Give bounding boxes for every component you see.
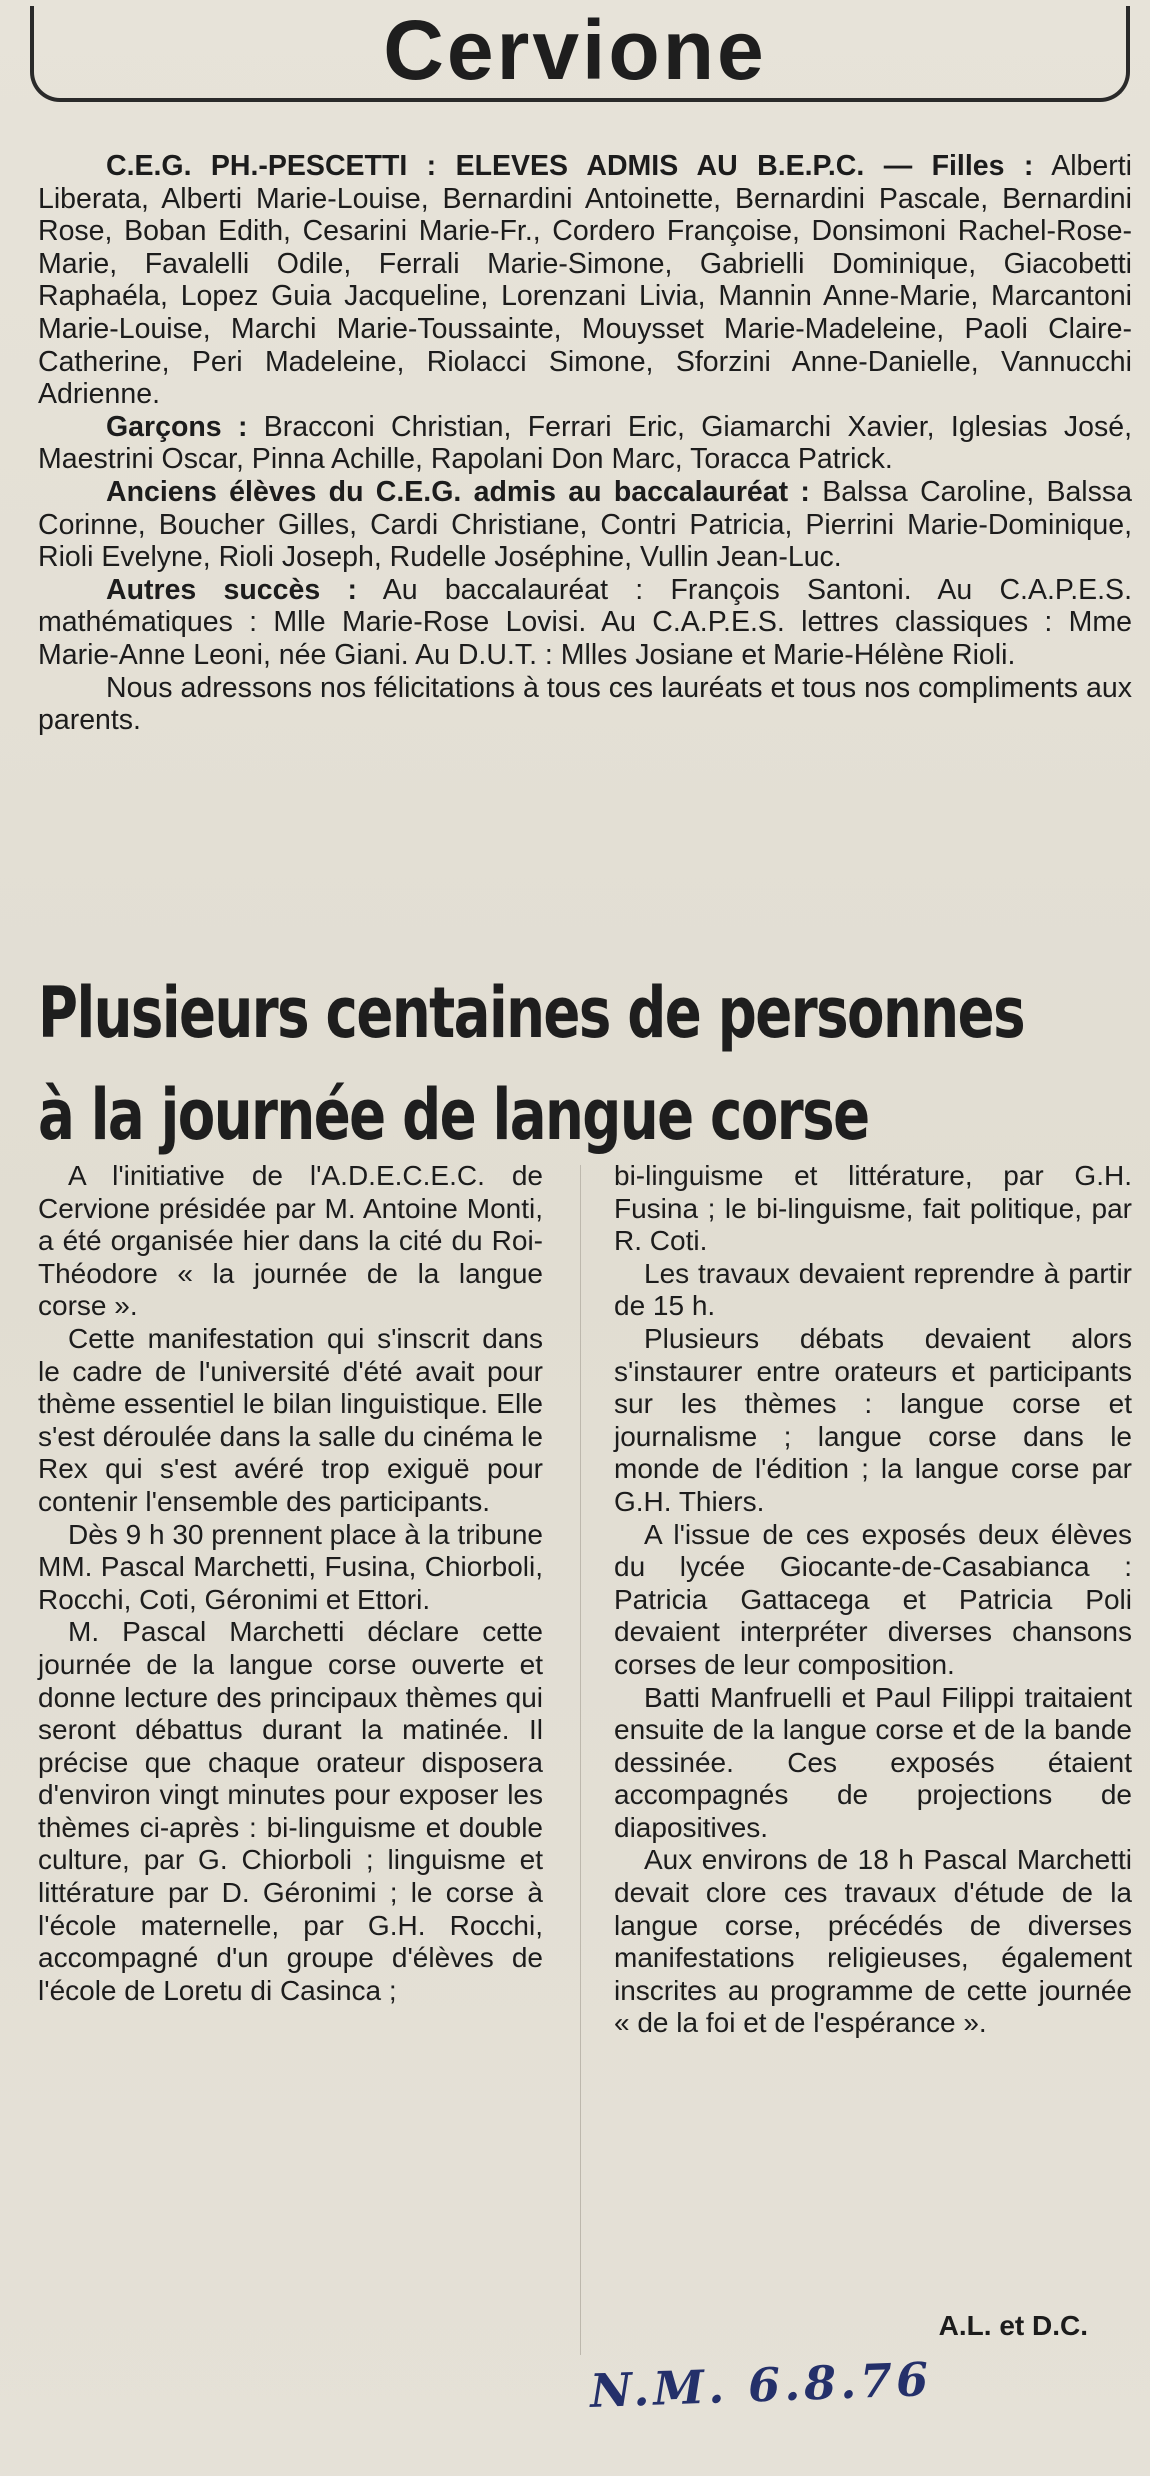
article-paragraph: Aux environs de 18 h Pascal Marchetti devait clore ces travaux d'étude de la langue corse, précédés de diverses manifestations religieuses, également inscrites au programme de cette journée « de la foi et de l'espérance ». — [614, 1844, 1132, 2039]
results-body-autres: Au baccalauréat : François Santoni. Au C.A.P.E.S. mathématiques : Mlle Marie-Rose Lovisi. Au C.A.P.E.S. lettres classiques : Mme Marie-Anne Leoni, née Giani. Au D.U.T. : Mlles Josiane et Marie-Hélène Rioli. — [38, 573, 1132, 671]
article-paragraph: Plusieurs débats devaient alors s'instaurer entre orateurs et participants sur les thèmes : langue corse et journalisme ; langue corse dans le monde de l'édition ; la langue corse par G.H. Thiers. — [614, 1322, 1132, 1517]
results-body-garcons: Bracconi Christian, Ferrari Eric, Giamarchi Xavier, Iglesias José, Maestrini Oscar, Pinna Achille, Rapolani Don Marc, Toracca Patrick. — [38, 410, 1132, 476]
results-body-bepc: Alberti Liberata, Alberti Marie-Louise, Bernardini Antoinette, Bernardini Pascale, Bernardini Rose, Boban Edith, Cesarini Marie-Fr., Cordero Françoise, Donsimoni Rachel-Rose-Marie, Favalelli Odile, Ferrali Marie-Simone, Gabrielli Dominique, Giacobetti Raphaéla, Lopez Guia Jacqueline, Lorenzani Livia, Mannin Anne-Marie, Marcantoni Marie-Louise, Marchi Marie-Toussainte, Mouysset Marie-Madeleine, Paoli Claire-Catherine, Peri Madeleine, Riolacci Simone, Sforzini Anne-Danielle, Vannucchi Adrienne. — [38, 150, 1132, 411]
headline-line-2: à la journée de langue corse — [38, 1074, 869, 1156]
results-lead-autres: Autres succès : — [106, 573, 357, 606]
page-title: Cervione — [383, 3, 767, 97]
results-lead-garcons: Garçons : — [106, 410, 248, 443]
results-lead-bac: Anciens élèves du C.E.G. admis au baccalauréat : — [106, 475, 810, 508]
handwritten-date-note: N.M. 6.8.76 — [589, 2352, 933, 2418]
article-paragraph: Dès 9 h 30 prennent place à la tribune MM. Pascal Marchetti, Fusina, Chiorboli, Rocchi, Coti, Géronimi et Ettori. — [38, 1518, 543, 1615]
results-body-bac: Balssa Caroline, Balssa Corinne, Boucher Gilles, Cardi Christiane, Contri Patricia, Pierrini Marie-Dominique, Rioli Evelyne, Rioli Joseph, Rudelle Joséphine, Vullin Jean-Luc. — [38, 475, 1132, 574]
article-column-left — [38, 1160, 543, 2007]
headline-line-1: Plusieurs centaines de personnes — [38, 972, 1025, 1054]
column-divider — [580, 1165, 581, 2355]
article-paragraph: bi-linguisme et littérature, par G.H. Fusina ; le bi-linguisme, fait politique, par R. Coti. — [614, 1160, 1132, 1257]
article-paragraph: Cette manifestation qui s'inscrit dans le cadre de l'université d'été avait pour thème essentiel le bilan linguistique. Elle s'est déroulée dans la salle du cinéma le Rex qui s'est avéré trop exiguë pour contenir l'ensemble des participants. — [38, 1322, 543, 1517]
article-paragraph: M. Pascal Marchetti déclare cette journée de la langue corse ouverte et donne lecture des principaux thèmes qui seront débattus durant la matinée. Il précise que chaque orateur disposera d'environ vingt minutes pour exposer les thèmes ci-après : bi-linguisme et double culture, par G. Chiorboli ; linguisme et littérature par D. Géronimi ; le corse à l'école maternelle, par G.H. Rocchi, accompagné d'un groupe d'élèves de l'école de Loretu di Casinca ; — [38, 1616, 543, 2006]
article-column-right — [614, 1160, 1132, 2040]
article-paragraph: Les travaux devaient reprendre à partir de 15 h. — [614, 1257, 1132, 1322]
exam-results-article — [38, 150, 1132, 737]
results-paragraph-autres — [38, 574, 1132, 672]
article-signature: A.L. et D.C. — [938, 2310, 1088, 2341]
results-paragraph-bepc — [38, 150, 1132, 411]
article-paragraph: Batti Manfruelli et Paul Filippi traitaient ensuite de la langue corse et de la bande dessinée. Ces exposés étaient accompagnés de projections de diapositives. — [614, 1681, 1132, 1843]
results-paragraph-garcons — [38, 411, 1132, 476]
results-paragraph-felicitations: Nous adressons nos félicitations à tous ces lauréats et tous nos compliments aux parents. — [38, 671, 1132, 737]
article-paragraph: A l'initiative de l'A.D.E.C.E.C. de Cervione présidée par M. Antoine Monti, a été organisée hier dans la cité du Roi-Théodore « la journée de la langue corse ». — [38, 1160, 543, 1322]
article-paragraph: A l'issue de ces exposés deux élèves du lycée Giocante-de-Casabianca : Patricia Gattacega et Patricia Poli devaient interpréter diverses chansons corses de leur composition. — [614, 1518, 1132, 1680]
results-paragraph-bac — [38, 476, 1132, 574]
article-headline — [38, 962, 1130, 1166]
results-lead-bepc: C.E.G. PH.-PESCETTI : ELEVES ADMIS AU B.E.P.C. — Filles : — [106, 150, 1034, 182]
